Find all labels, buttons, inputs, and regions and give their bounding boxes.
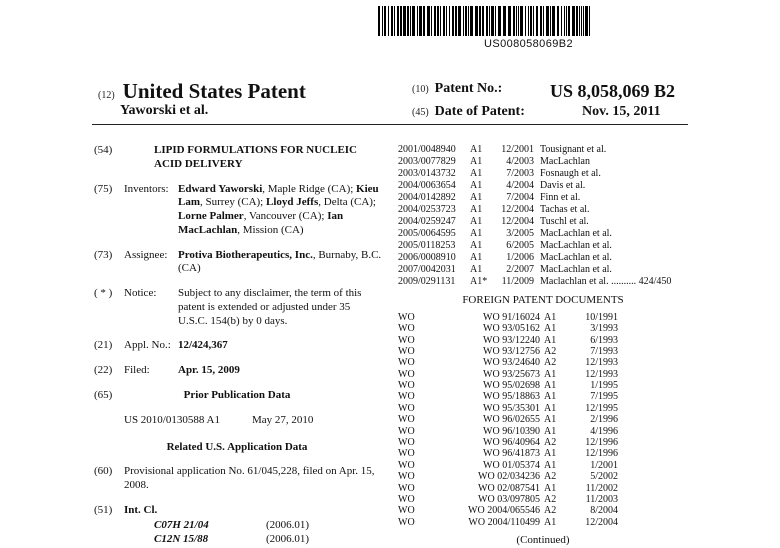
patent-type-heading xyxy=(98,78,306,104)
foreign-reference-row xyxy=(398,391,688,402)
patent-number-value: US 8,058,069 B2 xyxy=(550,81,676,101)
prior-pub-date: May 27, 2010 xyxy=(251,413,314,426)
us-reference-row xyxy=(398,204,688,216)
ref-kind: A1 xyxy=(470,216,483,227)
us-reference-row xyxy=(398,240,688,252)
ref-country: WO xyxy=(398,402,415,414)
us-reference-row xyxy=(398,144,688,156)
foreign-reference-row xyxy=(398,357,688,368)
ref-country: WO xyxy=(398,437,415,449)
intcl-class: C07H 21/04 xyxy=(154,519,209,532)
ref-date: 1/1995 xyxy=(590,380,618,392)
ref-date: 4/2004 xyxy=(506,180,534,191)
foreign-reference-row xyxy=(398,380,688,391)
ref-date: 7/1993 xyxy=(590,345,618,357)
inventor-name: Lloyd Jeffs xyxy=(266,196,319,209)
related-code: (60) xyxy=(94,465,113,477)
foreign-reference-row xyxy=(398,437,688,448)
ref-country: WO xyxy=(398,311,415,323)
ref-country: WO xyxy=(398,448,415,460)
assignee-code: (73) xyxy=(94,248,113,261)
patent-number-line xyxy=(412,80,676,101)
ref-date: 12/2004 xyxy=(585,516,618,528)
ref-country: WO xyxy=(398,368,415,380)
ref-country: WO xyxy=(398,494,415,505)
ref-kind: A1 xyxy=(470,204,483,215)
inventor-name: Edward Yaworski xyxy=(178,182,263,195)
ref-date: 2/1996 xyxy=(590,414,618,426)
filed-code: (22) xyxy=(94,364,113,376)
invention-title: LIPID FORMULATIONS FOR NUCLEIC ACID DELIVERY xyxy=(154,144,358,170)
ref-name: Fosnaugh et al. xyxy=(540,168,601,179)
ref-kind: A1 xyxy=(544,368,557,380)
ref-kind: A1 xyxy=(544,380,557,392)
ref-number: 2006/0008910 xyxy=(398,252,456,263)
assignee-label: Assignee: xyxy=(124,248,168,261)
inventor-location: , Mission (CA) xyxy=(237,223,304,236)
foreign-reference-row xyxy=(398,505,688,516)
ref-date: 1/2001 xyxy=(590,459,618,471)
ref-number: 2001/0048940 xyxy=(398,144,456,155)
prior-pub-number: US 2010/0130588 A1 xyxy=(124,413,220,426)
appl-label: Appl. No.: xyxy=(124,339,171,352)
inventors-code: (75) xyxy=(94,182,113,195)
ref-kind: A1 xyxy=(544,334,557,346)
ref-date: 3/1993 xyxy=(590,323,618,335)
ref-name: Davis et al. xyxy=(540,180,586,191)
ref-date: 12/1996 xyxy=(585,448,618,460)
ref-number: 2005/0064595 xyxy=(398,228,456,239)
ref-number: WO 95/02698 xyxy=(483,380,540,392)
us-reference-row xyxy=(398,264,688,276)
header-rule xyxy=(92,124,688,125)
ref-name: Tachas et al. xyxy=(540,204,590,215)
ref-kind: A1 xyxy=(470,156,483,167)
ref-number: WO 02/034236 xyxy=(478,471,540,483)
ref-number: WO 93/12756 xyxy=(483,345,540,357)
ref-number: 2003/0143732 xyxy=(398,168,456,179)
ref-date: 7/1995 xyxy=(590,391,618,403)
ref-number: WO 93/25673 xyxy=(483,368,540,380)
us-reference-row xyxy=(398,228,688,240)
ref-kind: A1 xyxy=(544,459,557,471)
foreign-reference-row xyxy=(398,335,688,346)
ref-kind: A1 xyxy=(470,168,483,179)
ref-number: 2003/0077829 xyxy=(398,156,456,167)
ref-kind: A1* xyxy=(470,276,488,287)
ref-number: 2005/0118253 xyxy=(398,240,456,251)
ref-date: 8/2004 xyxy=(590,505,618,517)
ref-number: WO 96/41873 xyxy=(483,448,540,460)
ref-kind: A1 xyxy=(470,240,483,251)
ref-number: 2007/0042031 xyxy=(398,264,456,275)
ref-name: Finn et al. xyxy=(540,192,581,203)
ref-name: MacLachlan et al. xyxy=(540,252,612,263)
prior-pub-row xyxy=(92,414,382,428)
ref-kind: A1 xyxy=(544,516,557,528)
foreign-reference-row xyxy=(398,494,688,505)
ref-country: WO xyxy=(398,471,415,483)
ref-name: MacLachlan et al. xyxy=(540,240,612,251)
ref-date: 12/2001 xyxy=(501,144,534,155)
ref-date: 7/2004 xyxy=(506,192,534,203)
prior-pub-code: (65) xyxy=(94,388,113,401)
patent-date-value: Nov. 15, 2011 xyxy=(582,104,661,119)
ref-name: Maclachlan et al. .......... 424/450 xyxy=(540,276,672,287)
ref-number: 2004/0253723 xyxy=(398,204,456,215)
ref-date: 12/1993 xyxy=(585,368,618,380)
ref-date: 12/1993 xyxy=(585,357,618,369)
ref-date: 6/1993 xyxy=(590,334,618,346)
foreign-reference-row xyxy=(398,483,688,494)
ref-number: WO 96/02655 xyxy=(483,414,540,426)
ref-number: WO 2004/110499 xyxy=(468,516,540,528)
ref-date: 6/2005 xyxy=(506,240,534,251)
ref-number: WO 95/18863 xyxy=(483,391,540,403)
us-reference-row xyxy=(398,252,688,264)
ref-number: WO 93/24640 xyxy=(483,357,540,369)
assignee-location: , Burnaby, B.C. (CA) xyxy=(178,248,382,275)
ref-kind: A1 xyxy=(544,425,557,437)
filed-field xyxy=(92,364,382,378)
inventors-label: Inventors: xyxy=(124,182,169,195)
filed-label: Filed: xyxy=(124,364,150,376)
ref-number: WO 95/35301 xyxy=(483,402,540,414)
ref-kind: A1 xyxy=(544,482,557,494)
inventor-name: Kieu Lam xyxy=(178,182,379,209)
foreign-reference-row xyxy=(398,346,688,357)
ref-country: WO xyxy=(398,334,415,346)
intcl-field xyxy=(92,504,382,518)
ref-date: 7/2003 xyxy=(506,168,534,179)
filed-value: Apr. 15, 2009 xyxy=(178,364,240,376)
inventors-list xyxy=(178,183,379,236)
us-reference-row xyxy=(398,276,688,288)
ref-number: WO 02/087541 xyxy=(478,482,540,494)
ref-country: WO xyxy=(398,516,415,528)
us-reference-row xyxy=(398,192,688,204)
ref-number: WO 01/05374 xyxy=(483,459,540,471)
ref-country: WO xyxy=(398,345,415,357)
ref-number: 2004/0063654 xyxy=(398,180,456,191)
ref-country: WO xyxy=(398,323,415,335)
ref-kind: A1 xyxy=(544,311,557,323)
related-field xyxy=(92,465,382,493)
ref-date: 11/2002 xyxy=(585,482,618,494)
notice-text: Subject to any disclaimer, the term of this patent is extended or adjusted under 35 U.S.C. 154(b) by 0 days. xyxy=(178,287,362,327)
ref-number: WO 96/10390 xyxy=(483,425,540,437)
intcl-row xyxy=(92,519,382,533)
ref-number: WO 03/097805 xyxy=(478,494,540,505)
foreign-reference-row xyxy=(398,517,688,528)
ref-kind: A1 xyxy=(470,144,483,155)
continued-label: (Continued) xyxy=(516,534,570,547)
ref-number: WO 91/16024 xyxy=(483,311,540,323)
prior-pub-heading: Prior Publication Data xyxy=(183,388,291,401)
ref-date: 10/1991 xyxy=(585,311,618,323)
ref-date: 12/2004 xyxy=(501,204,534,215)
foreign-reference-row xyxy=(398,369,688,380)
ref-country: WO xyxy=(398,391,415,403)
ref-kind: A1 xyxy=(544,448,557,460)
ref-country: WO xyxy=(398,459,415,471)
ref-kind: A2 xyxy=(544,437,557,449)
foreign-heading: FOREIGN PATENT DOCUMENTS xyxy=(462,294,624,306)
code-12: (12) xyxy=(98,90,115,101)
references-column xyxy=(398,144,688,548)
inventor-location: , Delta (CA); xyxy=(318,196,376,209)
ref-kind: A2 xyxy=(544,471,557,483)
ref-country: WO xyxy=(398,505,415,517)
patent-number-label: Patent No.: xyxy=(434,81,503,96)
notice-code: ( * ) xyxy=(94,287,113,299)
country-title: United States Patent xyxy=(122,79,306,103)
title-code: (54) xyxy=(94,144,113,156)
ref-kind: A2 xyxy=(544,357,557,369)
inventor-location: , Maple Ridge (CA); xyxy=(262,182,357,195)
inventor-name: Ian MacLachlan xyxy=(178,210,344,236)
related-text: Provisional application No. 61/045,228, filed on Apr. 15, 2008. xyxy=(124,465,375,491)
ref-date: 12/1995 xyxy=(585,402,618,414)
foreign-reference-row xyxy=(398,426,688,437)
code-10: (10) xyxy=(412,84,429,95)
notice-field xyxy=(92,287,382,328)
ref-kind: A1 xyxy=(470,264,483,275)
foreign-reference-row xyxy=(398,471,688,482)
ref-kind: A1 xyxy=(470,180,483,191)
ref-name: MacLachlan et al. xyxy=(540,264,612,275)
us-patent-documents xyxy=(398,144,688,288)
ref-kind: A2 xyxy=(544,345,557,357)
us-reference-row xyxy=(398,216,688,228)
inventor-short: Yaworski et al. xyxy=(120,103,209,118)
assignee-name: Protiva Biotherapeutics, Inc. xyxy=(178,248,313,261)
ref-country: WO xyxy=(398,380,415,392)
ref-kind: A1 xyxy=(544,414,557,426)
patent-date-label: Date of Patent: xyxy=(434,104,525,119)
ref-date: 11/2009 xyxy=(501,276,534,287)
ref-country: WO xyxy=(398,425,415,437)
ref-date: 4/1996 xyxy=(590,425,618,437)
intcl-version: (2006.01) xyxy=(266,533,310,545)
related-heading: Related U.S. Application Data xyxy=(166,441,308,454)
ref-kind: A1 xyxy=(544,391,557,403)
foreign-reference-row xyxy=(398,460,688,471)
ref-country: WO xyxy=(398,357,415,369)
document-number: US008058069B2 xyxy=(484,38,573,50)
intcl-code: (51) xyxy=(94,503,113,516)
title-field xyxy=(92,144,382,172)
code-45: (45) xyxy=(412,107,429,118)
ref-date: 3/2005 xyxy=(506,228,534,239)
ref-date: 11/2003 xyxy=(585,494,618,505)
ref-country: WO xyxy=(398,414,415,426)
us-reference-row xyxy=(398,168,688,180)
ref-kind: A1 xyxy=(544,323,557,335)
ref-number: WO 2004/065546 xyxy=(468,505,540,517)
ref-number: WO 96/40964 xyxy=(483,437,540,449)
ref-number: 2004/0259247 xyxy=(398,216,456,227)
intcl-version: (2006.01) xyxy=(266,519,310,532)
foreign-reference-row xyxy=(398,414,688,425)
inventor-location: , Surrey (CA); xyxy=(200,196,266,209)
ref-kind: A1 xyxy=(470,228,483,239)
prior-publication-section xyxy=(92,389,382,403)
ref-date: 1/2006 xyxy=(506,252,534,263)
foreign-reference-row xyxy=(398,403,688,414)
ref-number: 2004/0142892 xyxy=(398,192,456,203)
ref-date: 2/2007 xyxy=(506,264,534,275)
intcl-row xyxy=(92,533,382,547)
us-reference-row xyxy=(398,156,688,168)
ref-date: 4/2003 xyxy=(506,156,534,167)
intcl-class: C12N 15/88 xyxy=(154,533,209,545)
ref-number: WO 93/05162 xyxy=(483,323,540,335)
barcode-image xyxy=(378,6,590,36)
inventors-field xyxy=(92,183,382,238)
foreign-patent-documents xyxy=(398,312,688,528)
patent-date-line xyxy=(412,103,661,121)
ref-date: 12/1996 xyxy=(585,437,618,449)
ref-kind: A2 xyxy=(544,494,557,505)
appl-code: (21) xyxy=(94,339,113,352)
appl-value: 12/424,367 xyxy=(178,339,228,352)
application-number-field xyxy=(92,339,382,353)
notice-label: Notice: xyxy=(124,287,157,299)
intcl-label: Int. Cl. xyxy=(124,503,158,516)
inventor-name: Lorne Palmer xyxy=(178,210,244,222)
ref-kind: A1 xyxy=(470,252,483,263)
ref-kind: A2 xyxy=(544,505,557,517)
ref-name: MacLachlan xyxy=(540,156,590,167)
ref-date: 12/2004 xyxy=(501,216,534,227)
us-reference-row xyxy=(398,180,688,192)
inventor-location: , Vancouver (CA); xyxy=(243,210,328,222)
ref-name: Tousignant et al. xyxy=(540,144,607,155)
ref-kind: A1 xyxy=(544,402,557,414)
foreign-reference-row xyxy=(398,448,688,459)
assignee-field xyxy=(92,249,382,277)
ref-name: MacLachlan et al. xyxy=(540,228,612,239)
ref-country: WO xyxy=(398,482,415,494)
ref-date: 5/2002 xyxy=(590,471,618,483)
foreign-reference-row xyxy=(398,312,688,323)
ref-number: 2009/0291131 xyxy=(398,276,456,287)
foreign-reference-row xyxy=(398,323,688,334)
ref-number: WO 93/12240 xyxy=(483,334,540,346)
bibliographic-column xyxy=(92,144,382,547)
ref-name: Tuschl et al. xyxy=(540,216,589,227)
ref-kind: A1 xyxy=(470,192,483,203)
